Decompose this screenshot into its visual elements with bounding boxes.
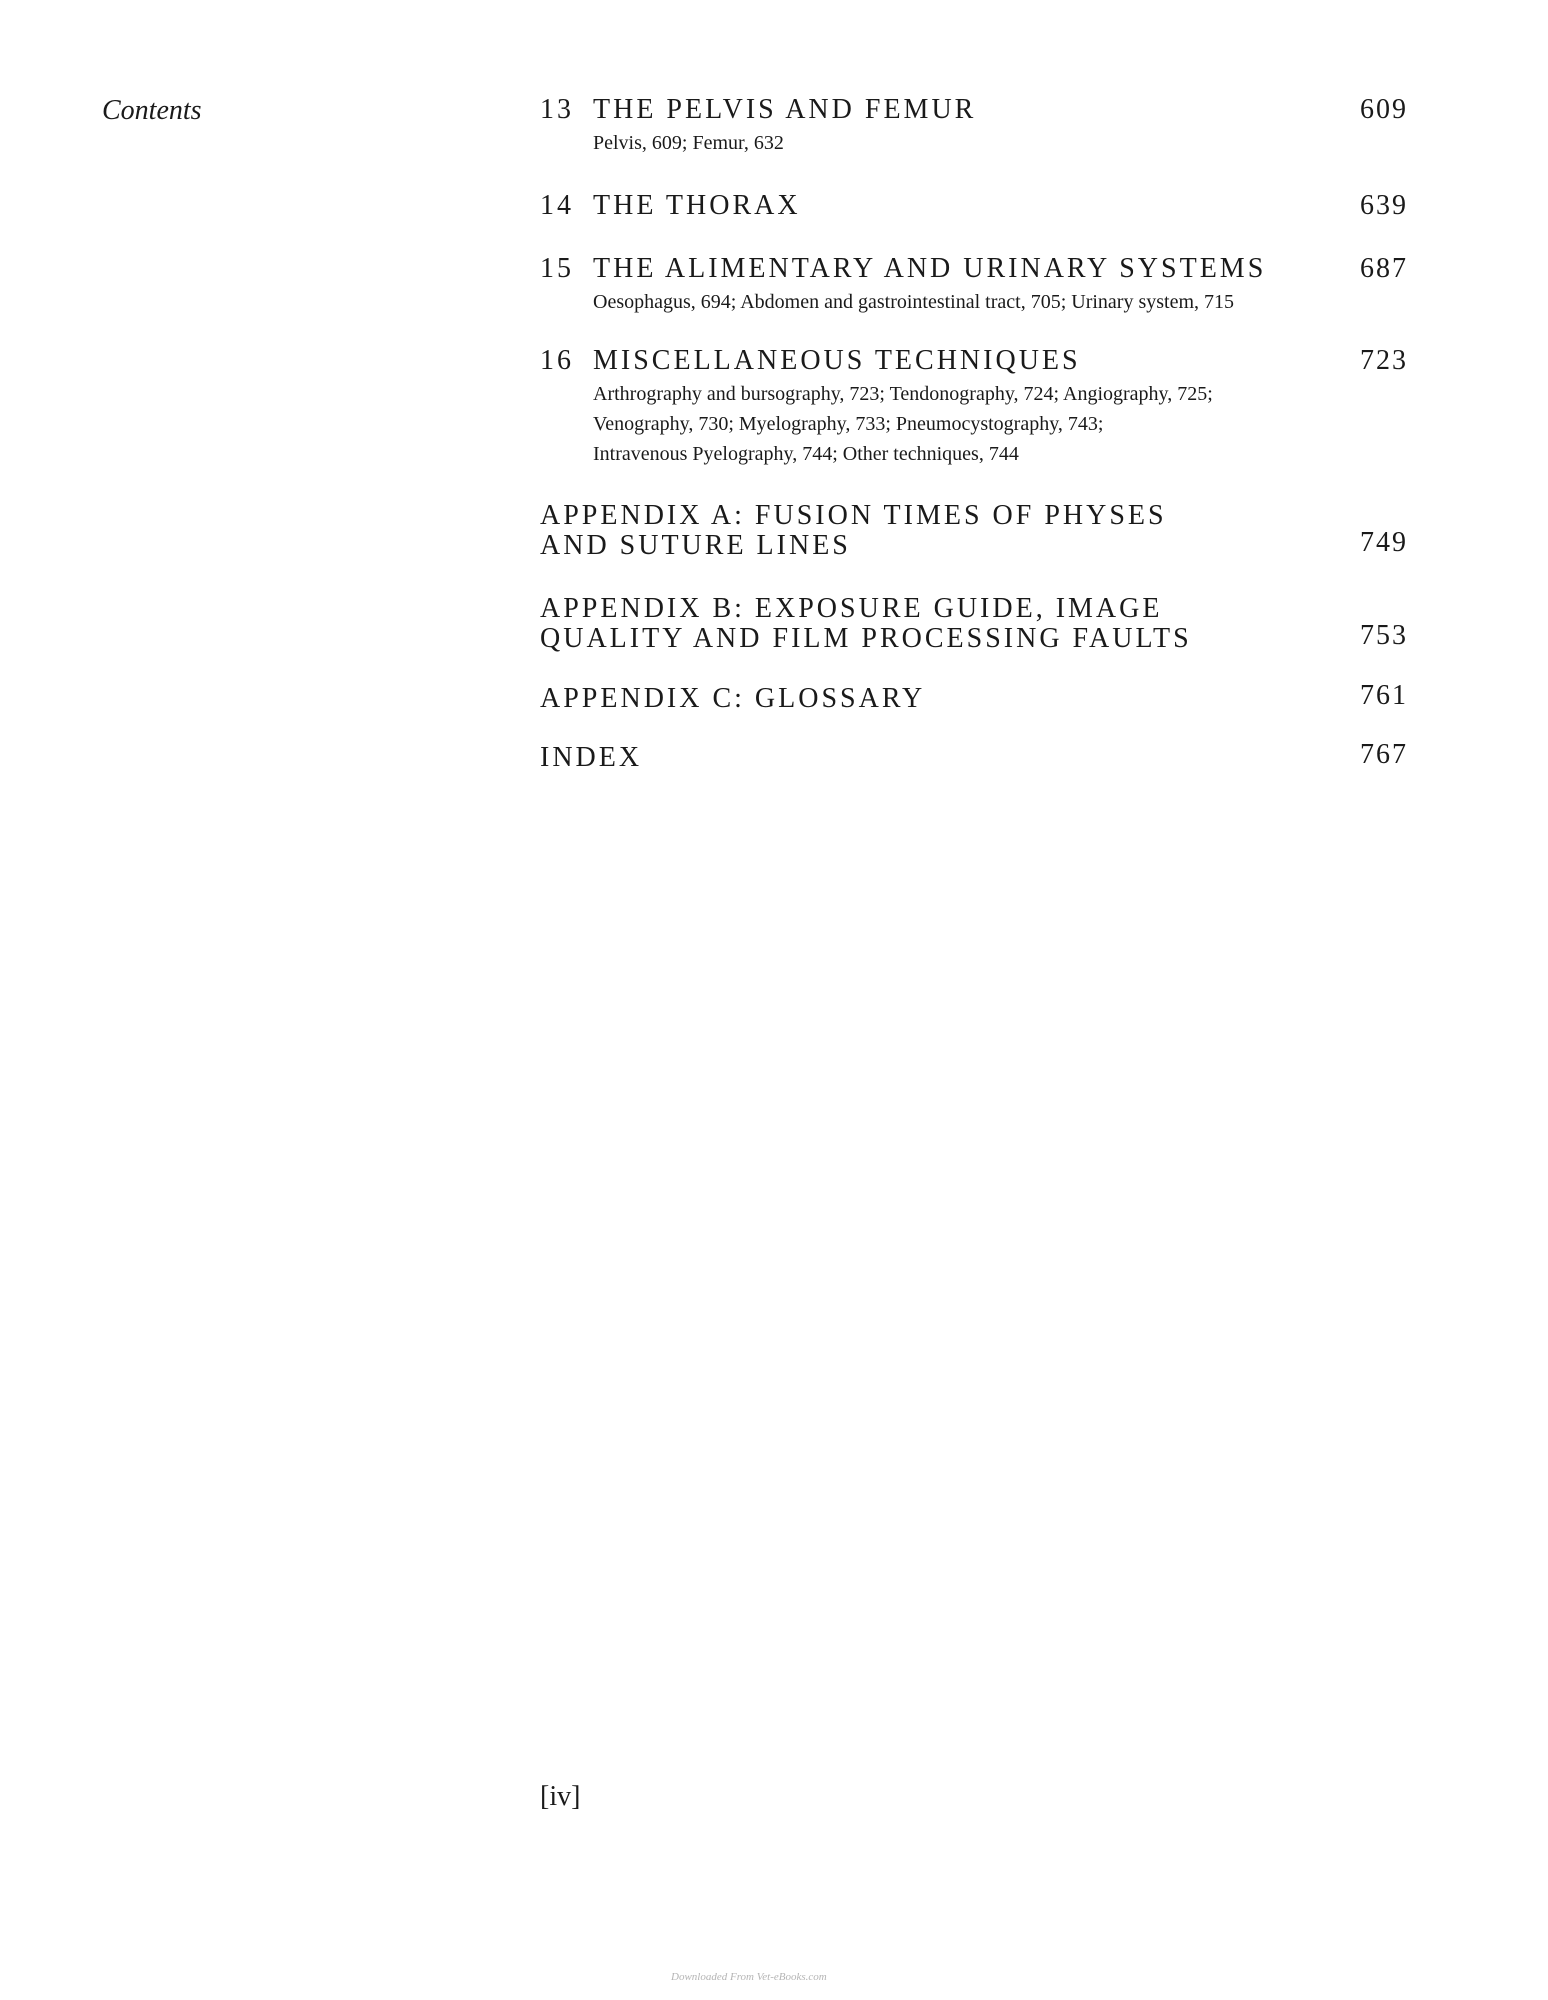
appendix-body	[540, 594, 1300, 654]
index-title: INDEX	[540, 742, 643, 773]
page-number: 687	[1360, 253, 1408, 284]
toc-entry-chapter-13[interactable]	[540, 92, 1408, 158]
page-number: 609	[1360, 94, 1408, 125]
toc-entry-chapter-14[interactable]	[540, 188, 1408, 224]
appendix-body	[540, 501, 1300, 561]
toc-entry-chapter-15[interactable]	[540, 251, 1408, 317]
appendix-body	[540, 743, 1300, 773]
table-of-contents	[540, 92, 1408, 773]
chapter-body	[593, 251, 1353, 317]
page-number: 767	[1360, 739, 1408, 770]
chapter-subsections: Intravenous Pyelography, 744; Other techniques, 744	[593, 443, 1019, 465]
chapter-title: THE ALIMENTARY AND URINARY SYSTEMS	[593, 253, 1267, 284]
appendix-title-line: QUALITY AND FILM PROCESSING FAULTS	[540, 623, 1192, 654]
toc-entry-appendix-a[interactable]	[540, 501, 1408, 561]
chapter-title: THE THORAX	[593, 190, 801, 221]
appendix-body	[540, 684, 1300, 714]
toc-entry-appendix-b[interactable]	[540, 594, 1408, 654]
page-number: 749	[1360, 527, 1408, 558]
chapter-number: 14	[540, 190, 574, 221]
toc-entry-appendix-c[interactable]	[540, 680, 1408, 714]
appendix-title-line: APPENDIX A: FUSION TIMES OF PHYSES	[540, 500, 1167, 531]
chapter-subsections: Oesophagus, 694; Abdomen and gastrointestinal tract, 705; Urinary system, 715	[593, 291, 1235, 313]
chapter-body	[593, 343, 1353, 469]
toc-entry-index[interactable]	[540, 739, 1408, 773]
appendix-title-line: APPENDIX B: EXPOSURE GUIDE, IMAGE	[540, 593, 1163, 624]
chapter-body	[593, 92, 1353, 158]
running-head: Contents	[102, 95, 202, 126]
page-number: 761	[1360, 680, 1408, 711]
chapter-subsections: Pelvis, 609; Femur, 632	[593, 132, 784, 154]
chapter-subsections: Venography, 730; Myelography, 733; Pneumocystography, 743;	[593, 413, 1104, 435]
chapter-number: 13	[540, 94, 574, 125]
chapter-body	[593, 188, 1353, 224]
toc-entry-chapter-16[interactable]	[540, 343, 1408, 469]
chapter-subsections: Arthrography and bursography, 723; Tendonography, 724; Angiography, 725;	[593, 383, 1213, 405]
page-number: 639	[1360, 190, 1408, 221]
page-number: 723	[1360, 345, 1408, 376]
watermark: Downloaded From Vet-eBooks.com	[671, 1971, 827, 1983]
appendix-title-line: AND SUTURE LINES	[540, 530, 851, 561]
chapter-number: 16	[540, 345, 574, 376]
chapter-title: THE PELVIS AND FEMUR	[593, 94, 977, 125]
chapter-title: MISCELLANEOUS TECHNIQUES	[593, 345, 1081, 376]
appendix-title-line: APPENDIX C: GLOSSARY	[540, 683, 926, 714]
page-number: 753	[1360, 620, 1408, 651]
folio-page-number: [iv]	[540, 1781, 581, 1812]
chapter-number: 15	[540, 253, 574, 284]
